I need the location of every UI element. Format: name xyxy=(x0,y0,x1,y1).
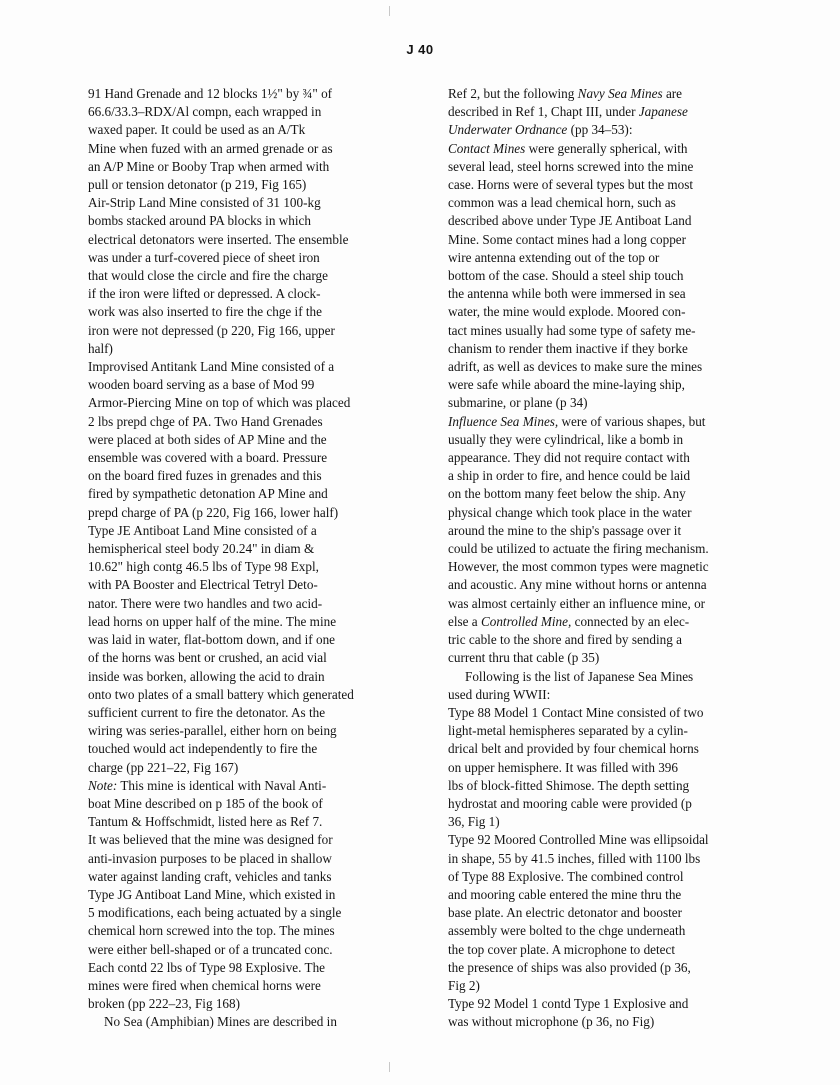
text-segment: was without microphone (p 36, no Fig) xyxy=(448,1014,655,1030)
text-segment: Ref 2, but the following xyxy=(448,86,578,101)
text-segment: appearance. They did not require contact with xyxy=(448,450,690,466)
text-segment: Armor-Piercing Mine on top of which was placed xyxy=(88,395,351,411)
text-line xyxy=(88,704,418,722)
text-segment: drical belt and provided by four chemical horns xyxy=(448,741,699,757)
text-line xyxy=(88,631,418,649)
text-line xyxy=(88,231,418,249)
text-line xyxy=(448,759,766,777)
text-segment: case. Horns were of several types but the most xyxy=(448,177,693,193)
text-segment: are xyxy=(662,86,683,101)
text-line xyxy=(448,795,766,813)
text-line xyxy=(88,303,418,321)
text-line xyxy=(448,831,766,849)
text-segment: that would close the circle and fire the charge xyxy=(88,268,328,284)
text-line xyxy=(88,977,418,995)
text-line xyxy=(448,850,766,868)
text-segment: around the mine to the ship's passage over it xyxy=(448,522,682,538)
text-line xyxy=(448,576,766,594)
text-segment: tact mines usually had some type of safety me- xyxy=(448,322,696,338)
text-line xyxy=(448,686,766,704)
text-segment: the antenna while both were immersed in sea xyxy=(448,286,686,302)
text-line xyxy=(448,140,766,158)
text-segment: the presence of ships was also provided (p 36, xyxy=(448,959,691,975)
text-line xyxy=(88,959,418,977)
text-line xyxy=(88,850,418,868)
text-line xyxy=(448,722,766,740)
left-column xyxy=(88,85,418,1032)
text-line xyxy=(88,176,418,194)
text-segment: half) xyxy=(88,340,113,356)
text-line xyxy=(448,704,766,722)
text-line xyxy=(88,740,418,758)
text-line xyxy=(448,358,766,376)
text-line xyxy=(448,922,766,940)
text-line xyxy=(88,904,418,922)
text-segment: Type JG Antiboat Land Mine, which existed in xyxy=(88,886,336,902)
text-line xyxy=(448,176,766,194)
text-line xyxy=(448,267,766,285)
text-line xyxy=(88,722,418,740)
text-segment: prepd charge of PA (p 220, Fig 166, lower half) xyxy=(88,504,339,520)
text-segment: of the horns was bent or crushed, an acid vial xyxy=(88,650,327,666)
text-line xyxy=(88,431,418,449)
text-line xyxy=(88,649,418,667)
text-segment: if the iron were lifted or depressed. A clock- xyxy=(88,286,321,302)
text-segment: on the board fired fuzes in grenades and this xyxy=(88,468,322,484)
text-line xyxy=(448,449,766,467)
text-segment: waxed paper. It could be used as an A/Tk xyxy=(88,122,306,138)
text-segment: However, the most common types were magnetic xyxy=(448,559,709,575)
text-line xyxy=(88,922,418,940)
text-segment: lead horns on upper half of the mine. The mine xyxy=(88,613,337,629)
text-line xyxy=(88,831,418,849)
text-line xyxy=(88,886,418,904)
text-line xyxy=(88,504,418,522)
text-line xyxy=(88,995,418,1013)
text-line xyxy=(448,649,766,667)
text-segment: and mooring cable entered the mine thru the xyxy=(448,886,682,902)
text-segment: boat Mine described on p 185 of the book of xyxy=(88,795,323,811)
text-segment: work was also inserted to fire the chge if the xyxy=(88,304,323,320)
text-segment: wiring was series-parallel, either horn on being xyxy=(88,723,337,739)
text-segment: pull or tension detonator (p 219, Fig 165) xyxy=(88,177,307,193)
italic-term: Note: xyxy=(88,777,118,793)
italic-term: Navy Sea Mines xyxy=(577,86,663,101)
text-segment: physical change which took place in the water xyxy=(448,504,692,520)
text-segment: bottom of the case. Should a steel ship touch xyxy=(448,268,684,284)
text-segment: on the bottom many feet below the ship. Any xyxy=(448,486,686,502)
text-segment: a ship in order to fire, and hence could be laid xyxy=(448,468,691,484)
text-segment: usually they were cylindrical, like a bomb in xyxy=(448,431,684,447)
text-segment: tric cable to the shore and fired by sending a xyxy=(448,632,682,648)
text-line xyxy=(88,285,418,303)
text-line xyxy=(448,504,766,522)
text-segment: Following is the list of Japanese Sea Mines xyxy=(465,668,694,684)
text-line xyxy=(448,740,766,758)
text-line xyxy=(448,467,766,485)
text-line xyxy=(88,467,418,485)
text-line xyxy=(88,212,418,230)
text-line xyxy=(88,522,418,540)
right-column xyxy=(448,85,766,1032)
text-line xyxy=(88,613,418,631)
text-line xyxy=(88,194,418,212)
text-segment: common was a lead chemical horn, such as xyxy=(448,195,676,211)
text-segment: was laid in water, flat-bottom down, and if one xyxy=(88,632,336,648)
text-segment: Type 92 Model 1 contd Type 1 Explosive and xyxy=(448,996,689,1012)
text-line xyxy=(448,868,766,886)
italic-term: Underwater Ordnance xyxy=(448,122,568,138)
text-line xyxy=(88,1013,418,1031)
text-line xyxy=(448,212,766,230)
text-line xyxy=(88,795,418,813)
text-segment: No Sea (Amphibian) Mines are described in xyxy=(104,1014,337,1030)
text-segment: Mine. Some contact mines had a long copper xyxy=(448,231,687,247)
text-segment: water against landing craft, vehicles and tanks xyxy=(88,868,332,884)
text-segment: submarine, or plane (p 34) xyxy=(448,395,588,411)
text-segment: were generally spherical, with xyxy=(525,140,688,156)
text-line xyxy=(448,813,766,831)
text-segment: and acoustic. Any mine without horns or antenna xyxy=(448,577,707,593)
text-segment: were either bell-shaped or of a truncated conc. xyxy=(88,941,333,957)
text-line xyxy=(88,576,418,594)
text-segment: charge (pp 221–22, Fig 167) xyxy=(88,759,239,775)
text-line xyxy=(448,668,766,686)
text-line xyxy=(88,449,418,467)
text-line xyxy=(448,413,766,431)
text-segment: lbs of block-fitted Shimose. The depth setting xyxy=(448,777,690,793)
text-line xyxy=(448,540,766,558)
text-line xyxy=(448,394,766,412)
text-segment: wooden board serving as a base of Mod 99 xyxy=(88,377,315,393)
text-segment: ensemble was covered with a board. Pressure xyxy=(88,450,328,466)
text-segment: Type 88 Model 1 Contact Mine consisted of two xyxy=(448,704,704,720)
text-segment: bombs stacked around PA blocks in which xyxy=(88,213,311,229)
text-segment: assembly were bolted to the chge underneath xyxy=(448,923,686,939)
text-segment: light-metal hemispheres separated by a cylin- xyxy=(448,723,688,739)
scan-mark xyxy=(389,1062,390,1072)
text-segment: chemical horn screwed into the top. The mines xyxy=(88,923,335,939)
text-segment: chanism to render them inactive if they borke xyxy=(448,340,688,356)
text-segment: base plate. An electric detonator and booster xyxy=(448,905,682,921)
text-segment: current thru that cable (p 35) xyxy=(448,650,600,666)
text-line xyxy=(88,668,418,686)
text-segment: Mine when fuzed with an armed grenade or as xyxy=(88,140,333,156)
text-segment: This mine is identical with Naval Anti- xyxy=(117,777,327,793)
italic-term: Controlled Mine, xyxy=(480,613,572,629)
text-segment: hydrostat and mooring cable were provided (p xyxy=(448,795,692,811)
text-line xyxy=(88,358,418,376)
text-segment: Improvised Antitank Land Mine consisted of a xyxy=(88,359,335,375)
text-line xyxy=(88,485,418,503)
text-line xyxy=(88,140,418,158)
text-line xyxy=(88,941,418,959)
text-segment: described above under Type JE Antiboat Land xyxy=(448,213,692,229)
text-line xyxy=(448,322,766,340)
text-line xyxy=(88,158,418,176)
text-segment: inside was borken, allowing the acid to drain xyxy=(88,668,325,684)
text-segment: with PA Booster and Electrical Tetryl Deto- xyxy=(88,577,318,593)
text-segment: 2 lbs prepd chge of PA. Two Hand Grenades xyxy=(88,413,323,429)
text-segment: Air-Strip Land Mine consisted of 31 100-kg xyxy=(88,195,321,211)
text-line xyxy=(448,249,766,267)
text-segment: wire antenna extending out of the top or xyxy=(448,249,660,265)
text-segment: described in Ref 1, Chapt III, under xyxy=(448,104,639,120)
text-segment: fired by sympathetic detonation AP Mine and xyxy=(88,486,328,502)
text-segment: broken (pp 222–23, Fig 168) xyxy=(88,996,241,1012)
text-line xyxy=(448,303,766,321)
text-segment: else a xyxy=(448,613,481,629)
text-line xyxy=(88,813,418,831)
text-line xyxy=(448,595,766,613)
text-line xyxy=(448,1013,766,1031)
text-line xyxy=(448,121,766,139)
text-line xyxy=(448,194,766,212)
text-line xyxy=(88,540,418,558)
italic-term: Contact Mines xyxy=(448,140,526,156)
text-segment: anti-invasion purposes to be placed in shallow xyxy=(88,850,332,866)
text-line xyxy=(88,686,418,704)
text-line xyxy=(88,121,418,139)
text-line xyxy=(88,759,418,777)
text-line xyxy=(448,285,766,303)
text-segment: Each contd 22 lbs of Type 98 Explosive. The xyxy=(88,959,326,975)
text-line xyxy=(88,558,418,576)
text-segment: onto two plates of a small battery which generated xyxy=(88,686,354,702)
text-segment: 36, Fig 1) xyxy=(448,814,500,830)
text-line xyxy=(448,977,766,995)
italic-term: Influence Sea Mines, xyxy=(448,413,559,429)
text-line xyxy=(448,376,766,394)
text-line xyxy=(448,485,766,503)
text-segment: water, the mine would explode. Moored con- xyxy=(448,304,686,320)
text-line xyxy=(448,941,766,959)
text-segment: were of various shapes, but xyxy=(558,413,706,429)
text-segment: hemispherical steel body 20.24" in diam & xyxy=(88,541,315,557)
text-line xyxy=(88,322,418,340)
text-line xyxy=(88,868,418,886)
text-segment: on upper hemisphere. It was filled with 396 xyxy=(448,759,678,775)
text-segment: 10.62" high contg 46.5 lbs of Type 98 Expl, xyxy=(88,559,319,575)
text-line xyxy=(88,267,418,285)
text-segment: sufficient current to fire the detonator. As the xyxy=(88,704,326,720)
text-segment: 5 modifications, each being actuated by a single xyxy=(88,905,342,921)
text-segment: Type 92 Moored Controlled Mine was ellipsoidal xyxy=(448,832,709,848)
text-segment: (pp 34–53): xyxy=(567,122,633,138)
text-segment: nator. There were two handles and two acid- xyxy=(88,595,323,611)
text-segment: 91 Hand Grenade and 12 blocks 1½" by ¾" of xyxy=(88,86,333,101)
page-header: J 40 xyxy=(406,42,434,57)
text-segment: an A/P Mine or Booby Trap when armed with xyxy=(88,158,330,174)
text-line xyxy=(448,340,766,358)
text-segment: was almost certainly either an influence mine, or xyxy=(448,595,706,611)
text-line xyxy=(448,522,766,540)
text-segment: touched would act independently to fire the xyxy=(88,741,318,757)
text-segment: iron were not depressed (p 220, Fig 166, upper xyxy=(88,322,335,338)
text-line xyxy=(88,595,418,613)
text-line xyxy=(448,886,766,904)
text-line xyxy=(88,777,418,795)
text-segment: mines were fired when chemical horns were xyxy=(88,977,321,993)
text-line xyxy=(88,340,418,358)
text-line xyxy=(448,103,766,121)
text-line xyxy=(448,85,766,103)
text-segment: could be utilized to actuate the firing mechanism. xyxy=(448,541,709,557)
text-line xyxy=(448,995,766,1013)
text-segment: in shape, 55 by 41.5 inches, filled with 1100 lbs xyxy=(448,850,701,866)
text-segment: were placed at both sides of AP Mine and the xyxy=(88,431,327,447)
text-line xyxy=(448,158,766,176)
text-segment: were safe while aboard the mine-laying ship, xyxy=(448,377,685,393)
text-line xyxy=(448,431,766,449)
text-line xyxy=(88,249,418,267)
text-segment: Fig 2) xyxy=(448,977,480,993)
text-segment: 66.6/33.3–RDX/Al compn, each wrapped in xyxy=(88,104,322,120)
text-line xyxy=(88,85,418,103)
text-segment: Tantum & Hoffschmidt, listed here as Ref 7. xyxy=(88,814,323,830)
scan-mark xyxy=(389,6,390,16)
text-line xyxy=(448,904,766,922)
text-segment: Type JE Antiboat Land Mine consisted of a xyxy=(88,522,317,538)
text-segment: connected by an elec- xyxy=(571,613,690,629)
text-line xyxy=(88,413,418,431)
text-segment: adrift, as well as devices to make sure the mines xyxy=(448,359,703,375)
text-line xyxy=(448,558,766,576)
text-line xyxy=(88,394,418,412)
text-segment: used during WWII: xyxy=(448,686,551,702)
text-segment: was under a turf-covered piece of sheet iron xyxy=(88,249,320,265)
text-line xyxy=(448,231,766,249)
text-line xyxy=(448,631,766,649)
italic-term: Japanese xyxy=(638,104,688,120)
text-segment: It was believed that the mine was designed for xyxy=(88,832,333,848)
text-line xyxy=(88,376,418,394)
text-segment: of Type 88 Explosive. The combined control xyxy=(448,868,684,884)
text-segment: the top cover plate. A microphone to detect xyxy=(448,941,676,957)
text-line xyxy=(448,777,766,795)
text-line xyxy=(88,103,418,121)
text-segment: electrical detonators were inserted. The ensemble xyxy=(88,231,349,247)
text-segment: several lead, steel horns screwed into the mine xyxy=(448,158,694,174)
text-line xyxy=(448,959,766,977)
text-line xyxy=(448,613,766,631)
